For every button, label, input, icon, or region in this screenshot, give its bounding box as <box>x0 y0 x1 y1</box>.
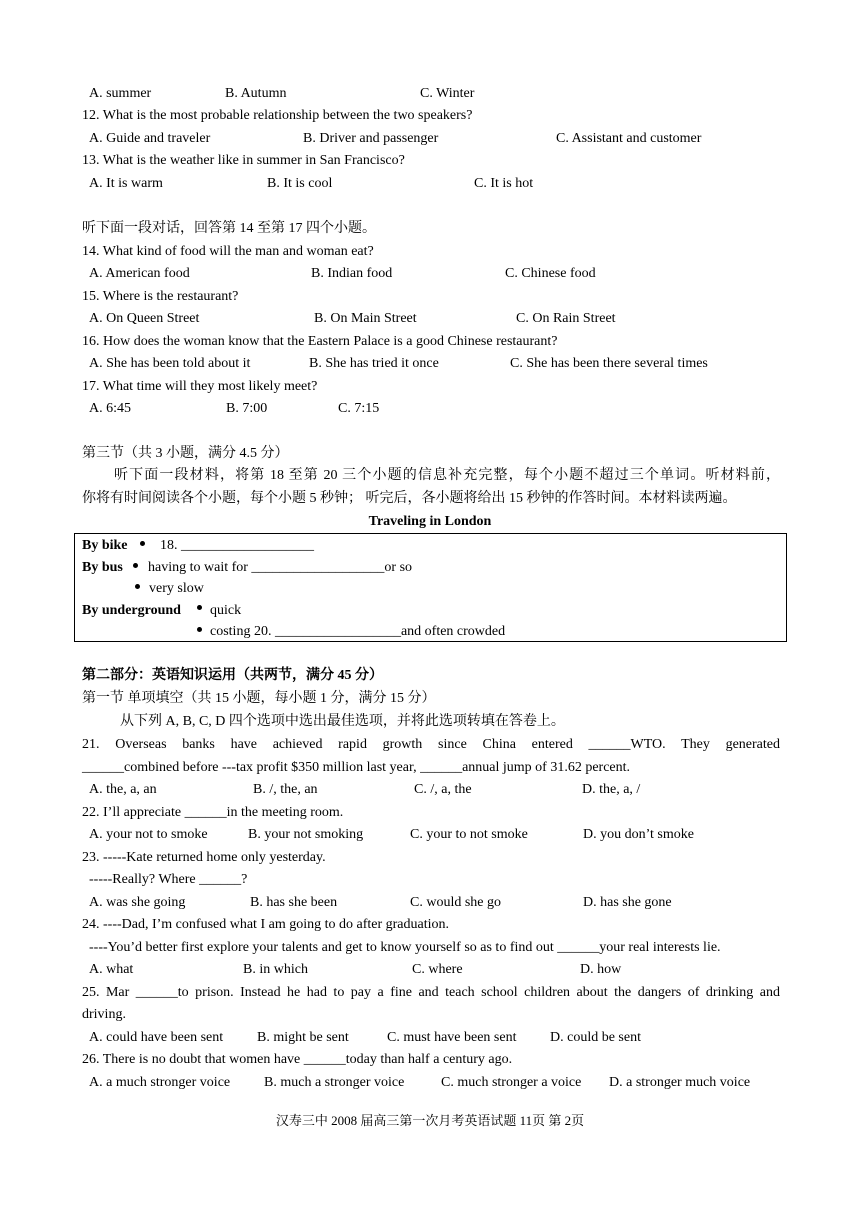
q25-line1: 25. Mar ______to prison. Instead he had to pay a fine and teach school children about the dangers of drinking and <box>82 985 780 1000</box>
q14-stem: 14. What kind of food will the man and woman eat? <box>82 244 374 259</box>
q26-option-d: D. a stronger much voice <box>609 1075 751 1090</box>
q23-line2: -----Really? Where ______? <box>89 872 248 887</box>
q21-line1: 21. Overseas banks have achieved rapid growth since China entered ______WTO. They generated <box>82 737 780 752</box>
listening-instruction: 听下面一段对话，回答第 14 至第 17 四个小题。 <box>82 221 376 236</box>
part2-heading: 第二部分：英语知识运用（共两节，满分 45 分） <box>82 668 383 683</box>
bullet-icon <box>197 605 202 610</box>
q25-line2: driving. <box>82 1007 126 1022</box>
q23-option-a: A. was she going <box>89 895 186 910</box>
q14-option-a: A. American food <box>89 266 190 281</box>
q24-option-b: B. in which <box>243 962 308 977</box>
row-label-bike: By bike <box>82 538 128 553</box>
q15-option-c: C. On Rain Street <box>516 311 616 326</box>
q25-option-b: B. might be sent <box>257 1030 349 1045</box>
section3-instruction-line2: 你将有时间阅读各个小题，每个小题 5 秒钟； 听完后，各小题将给出 15 秒钟的作答时间。本材料读两遍。 <box>82 491 737 506</box>
q22-option-d: D. you don’t smoke <box>583 827 694 842</box>
q15-option-b: B. On Main Street <box>314 311 417 326</box>
q21-option-b: B. /, the, an <box>253 782 318 797</box>
q11-option-a: A. summer <box>89 86 152 101</box>
q22-option-a: A. your not to smoke <box>89 827 208 842</box>
q25-option-a: A. could have been sent <box>89 1030 224 1045</box>
q16-stem: 16. How does the woman know that the Eastern Palace is a good Chinese restaurant? <box>82 334 558 349</box>
q21-option-d: D. the, a, / <box>582 782 641 797</box>
section3-instruction-line1: 听下面一段材料，将第 18 至第 20 三个小题的信息补充完整，每个小题不超过三个单词。听材料前， <box>114 468 780 483</box>
q23-option-d: D. has she gone <box>583 895 672 910</box>
q26-stem: 26. There is no doubt that women have ______today than half a century ago. <box>82 1052 513 1067</box>
q13-option-c: C. It is hot <box>474 176 534 191</box>
q17-option-a: A. 6:45 <box>89 401 131 416</box>
q24-option-c: C. where <box>412 962 463 977</box>
q23-option-b: B. has she been <box>250 895 338 910</box>
bullet-icon <box>135 584 140 589</box>
q15-option-a: A. On Queen Street <box>89 311 200 326</box>
q13-stem: 13. What is the weather like in summer in San Francisco? <box>82 153 405 168</box>
q11-option-b: B. Autumn <box>225 86 287 101</box>
q26-option-a: A. a much stronger voice <box>89 1075 231 1090</box>
q23-option-c: C. would she go <box>410 895 501 910</box>
q25-option-d: D. could be sent <box>550 1030 641 1045</box>
q17-stem: 17. What time will they most likely meet? <box>82 379 318 394</box>
q15-stem: 15. Where is the restaurant? <box>82 289 239 304</box>
blank-20: costing 20. __________________and often crowded <box>210 624 506 639</box>
underground-item-quick: quick <box>210 603 242 618</box>
q24-option-a: A. what <box>89 962 134 977</box>
q24-line2: ----You’d better first explore your talents and get to know yourself so as to find out ______your real interests lie. <box>89 940 721 955</box>
q17-option-b: B. 7:00 <box>226 401 268 416</box>
bus-item-wait: having to wait for ___________________or so <box>148 560 413 575</box>
q21-option-c: C. /, a, the <box>414 782 472 797</box>
page-footer: 汉寿三中 2008 届高三第一次月考英语试题 11页 第 2页 <box>275 1113 585 1128</box>
bullet-icon <box>197 627 202 632</box>
bus-item-slow: very slow <box>149 581 204 596</box>
bullet-icon <box>140 541 145 546</box>
part2-instruction: 从下列 A, B, C, D 四个选项中选出最佳选项，并将此选项转填在答卷上。 <box>120 714 565 729</box>
part2-section1-heading: 第一节 单项填空（共 15 小题，每小题 1 分，满分 15 分） <box>82 691 436 706</box>
row-label-bus: By bus <box>82 560 123 575</box>
q26-option-c: C. much stronger a voice <box>441 1075 582 1090</box>
q22-option-c: C. your to not smoke <box>410 827 528 842</box>
table-title: Traveling in London <box>368 514 492 529</box>
q26-option-b: B. much a stronger voice <box>264 1075 405 1090</box>
bullet-icon <box>133 563 138 568</box>
q21-option-a: A. the, a, an <box>89 782 157 797</box>
q13-option-b: B. It is cool <box>267 176 333 191</box>
blank-18: 18. ___________________ <box>160 538 314 553</box>
q12-stem: 12. What is the most probable relationship between the two speakers? <box>82 108 473 123</box>
q22-option-b: B. your not smoking <box>248 827 364 842</box>
q12-option-b: B. Driver and passenger <box>303 131 439 146</box>
row-label-underground: By underground <box>82 603 181 618</box>
q14-option-c: C. Chinese food <box>505 266 596 281</box>
q12-option-c: C. Assistant and customer <box>556 131 702 146</box>
q25-option-c: C. must have been sent <box>387 1030 517 1045</box>
q21-line2: ______combined before ---tax profit $350 million last year, ______annual jump of 31.62 percent. <box>82 760 631 775</box>
q16-option-b: B. She has tried it once <box>309 356 439 371</box>
q23-line1: 23. -----Kate returned home only yesterday. <box>82 850 326 865</box>
q12-option-a: A. Guide and traveler <box>89 131 211 146</box>
q13-option-a: A. It is warm <box>89 176 163 191</box>
q16-option-c: C. She has been there several times <box>510 356 708 371</box>
q22-stem: 22. I’ll appreciate ______in the meeting room. <box>82 805 344 820</box>
q17-option-c: C. 7:15 <box>338 401 380 416</box>
q16-option-a: A. She has been told about it <box>89 356 251 371</box>
q24-line1: 24. ----Dad, I’m confused what I am going to do after graduation. <box>82 917 449 932</box>
section3-heading: 第三节（共 3 小题，满分 4.5 分） <box>82 446 289 461</box>
q14-option-b: B. Indian food <box>311 266 393 281</box>
q24-option-d: D. how <box>580 962 622 977</box>
q11-option-c: C. Winter <box>420 86 475 101</box>
